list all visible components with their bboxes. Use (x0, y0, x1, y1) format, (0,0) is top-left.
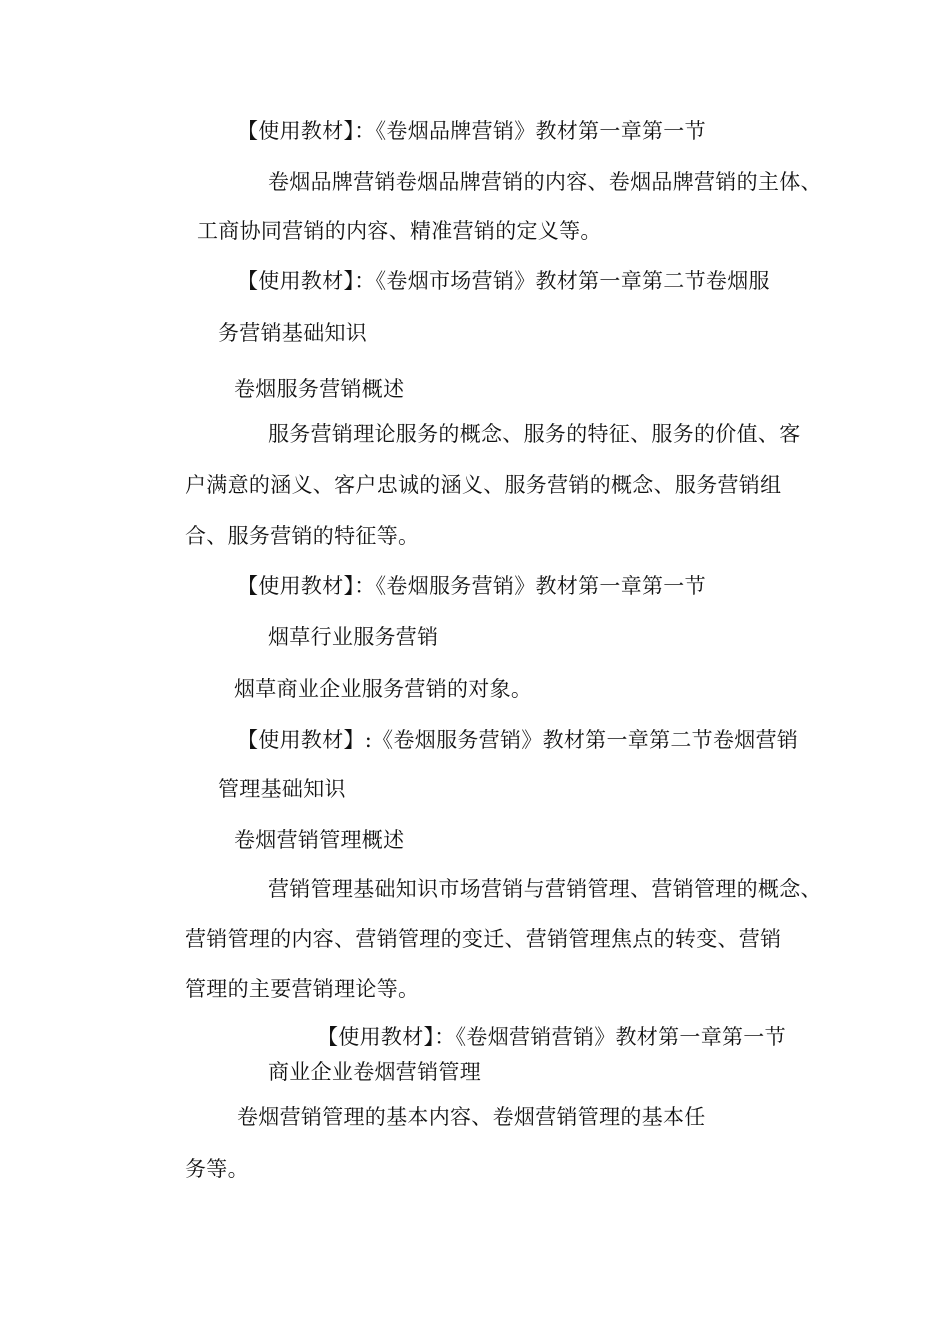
paragraph-line: 营销管理基础知识市场营销与营销管理、营销管理的概念、 (268, 877, 822, 901)
paragraph-line: 营销管理的内容、营销管理的变迁、营销管理焦点的转变、营销 (185, 927, 782, 951)
paragraph-line: 服务营销理论服务的概念、服务的特征、服务的价值、客 (268, 422, 801, 446)
textbook-reference-line: 【使用教材】：《卷烟服务营销》教材第一章第一节 (237, 574, 706, 598)
textbook-reference-line: 【使用教材】：《卷烟市场营销》教材第一章第二节卷烟服 (237, 269, 770, 293)
paragraph-line: 卷烟品牌营销卷烟品牌营销的内容、卷烟品牌营销的主体、 (268, 170, 822, 194)
paragraph-line: 务等。 (185, 1157, 249, 1181)
section-heading: 商业企业卷烟营销管理 (268, 1060, 481, 1084)
paragraph-line: 烟草商业企业服务营销的对象。 (234, 677, 533, 701)
paragraph-line: 管理基础知识 (218, 777, 346, 801)
section-heading: 卷烟营销管理概述 (234, 828, 405, 852)
textbook-reference-line: 【使用教材】：《卷烟营销营销》教材第一章第一节 (317, 1025, 786, 1049)
paragraph-line: 工商协同营销的内容、精准营销的定义等。 (197, 219, 602, 243)
textbook-reference-line: 【使用教材】：《卷烟品牌营销》教材第一章第一节 (237, 119, 706, 143)
paragraph-line: 合、服务营销的特征等。 (185, 524, 420, 548)
paragraph-line: 卷烟营销管理的基本内容、卷烟营销管理的基本任 (237, 1105, 706, 1129)
section-heading: 烟草行业服务营销 (268, 625, 439, 649)
paragraph-line: 户满意的涵义、客户忠诚的涵义、服务营销的概念、服务营销组 (185, 473, 782, 497)
section-heading: 卷烟服务营销概述 (234, 377, 405, 401)
textbook-reference-line: 【使用教材】:《卷烟服务营销》教材第一章第二节卷烟营销 (237, 728, 799, 752)
paragraph-line: 管理的主要营销理论等。 (185, 977, 420, 1001)
paragraph-line: 务营销基础知识 (218, 321, 368, 345)
